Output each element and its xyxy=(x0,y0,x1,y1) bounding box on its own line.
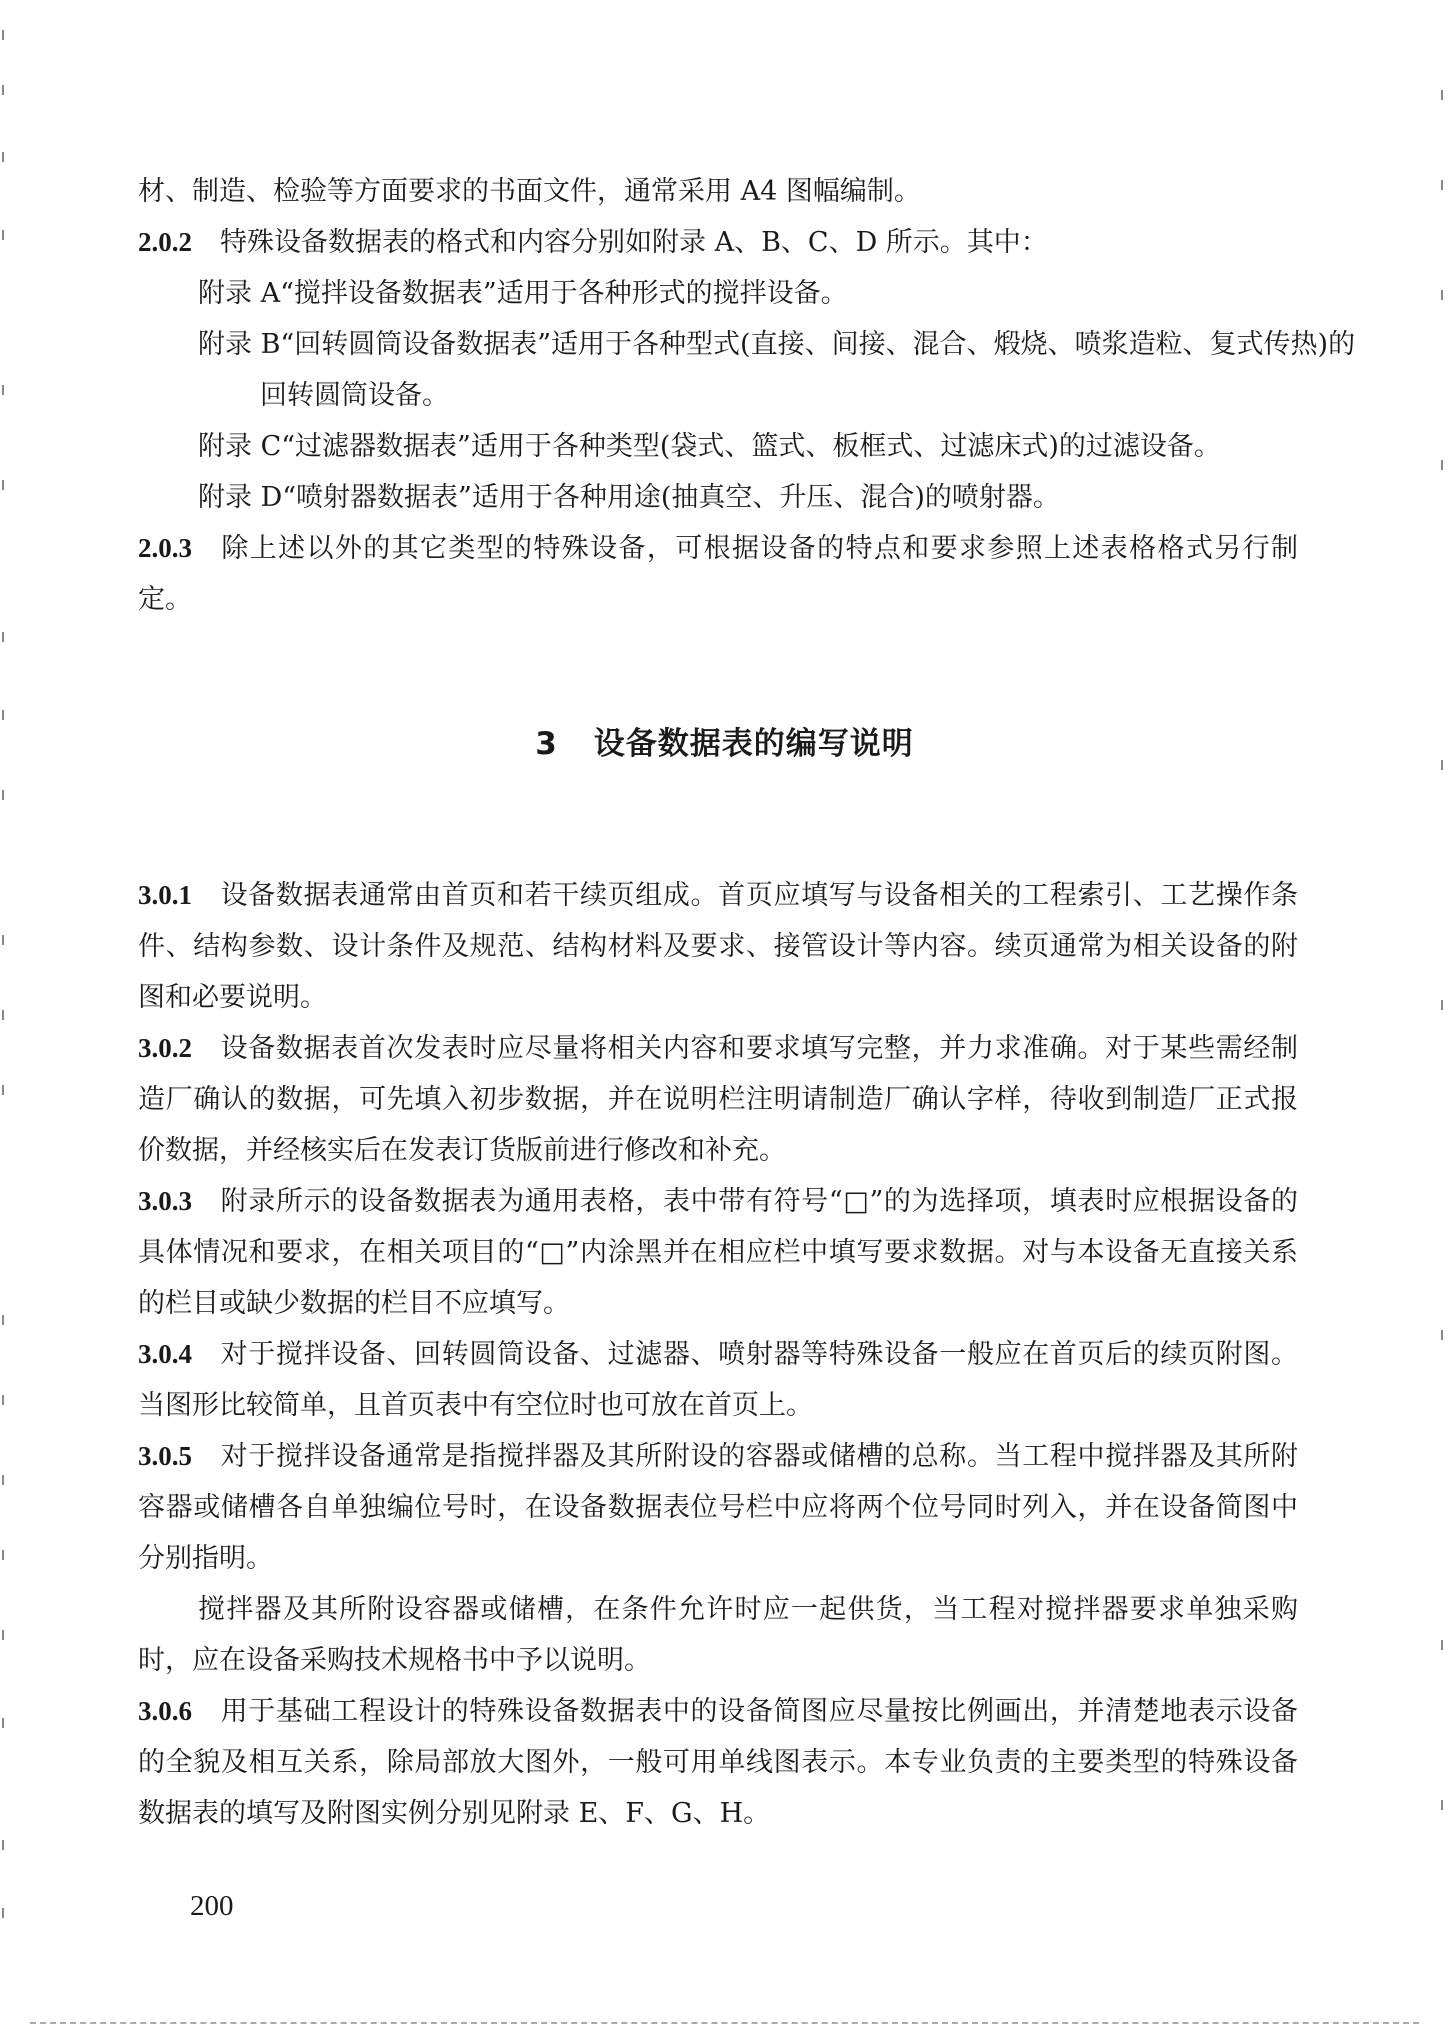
section-text: 设备数据表通常由首页和若干续页组成。首页应填写与设备相关的工程索引、工艺操作条件、结构参数、设计条件及规范、结构材料及要求、接管设计等内容。续页通常为相关设备的附图和必要说明。 xyxy=(138,880,1298,1013)
section-text: 对于搅拌设备通常是指搅拌器及其所附设的容器或储槽的总称。当工程中搅拌器及其所附容器或储槽各自单独编位号时，在设备数据表位号栏中应将两个位号同时列入，并在设备简图中分别指明。 xyxy=(138,1441,1298,1574)
section-text: 用于基础工程设计的特殊设备数据表中的设备简图应尽量按比例画出，并清楚地表示设备的全貌及相互关系，除局部放大图外，一般可用单线图表示。本专业负责的主要类型的特殊设备数据表的填写及附图实例分别见附录 E、F、G、H。 xyxy=(138,1696,1298,1829)
intro-line: 材、制造、检验等方面要求的书面文件，通常采用 A4 图幅编制。 xyxy=(138,176,921,207)
chapter-heading xyxy=(0,718,1449,763)
bottom-scan-edge xyxy=(30,2022,1419,2024)
section-number: 2.0.3 xyxy=(138,533,192,563)
appendix-c-line: 附录 C“过滤器数据表”适用于各种类型(袋式、篮式、板框式、过滤床式)的过滤设备。 xyxy=(198,431,1221,462)
left-scan-edge xyxy=(0,0,10,2030)
section-text: 对于搅拌设备、回转圆筒设备、过滤器、喷射器等特殊设备一般应在首页后的续页附图。当图形比较简单，且首页表中有空位时也可放在首页上。 xyxy=(138,1339,1298,1421)
section-number: 3.0.2 xyxy=(138,1033,192,1063)
chapter-number: 3 xyxy=(535,726,558,762)
section-3-0-3 xyxy=(138,1176,1298,1329)
section-3-0-4 xyxy=(138,1329,1298,1431)
appendix-a-line: 附录 A“搅拌设备数据表”适用于各种形式的搅拌设备。 xyxy=(198,278,848,309)
section-3-0-1 xyxy=(138,870,1298,1023)
section-text: 设备数据表首次发表时应尽量将相关内容和要求填写完整，并力求准确。对于某些需经制造厂确认的数据，可先填入初步数据，并在说明栏注明请制造厂确认字样，待收到制造厂正式报价数据，并经核实后在发表订货版前进行修改和补充。 xyxy=(138,1033,1298,1166)
section-3-0-2 xyxy=(138,1023,1298,1176)
section-text: 除上述以外的其它类型的特殊设备，可根据设备的特点和要求参照上述表格格式另行制定。 xyxy=(138,533,1298,615)
section-number: 3.0.6 xyxy=(138,1696,192,1726)
section-number: 3.0.1 xyxy=(138,880,192,910)
appendix-b-line: 附录 B“回转圆筒设备数据表”适用于各种型式(直接、间接、混合、煅烧、喷浆造粒、复式传热)的回转圆筒设备。 xyxy=(198,329,1356,411)
page-number: 200 xyxy=(190,1890,234,1922)
section-text: 特殊设备数据表的格式和内容分别如附录 A、B、C、D 所示。其中： xyxy=(220,227,1048,258)
section-number: 3.0.3 xyxy=(138,1186,192,1216)
section-2-0-3 xyxy=(138,523,1298,625)
right-scan-edge xyxy=(1439,0,1449,2030)
section-number: 2.0.2 xyxy=(138,227,192,257)
section-number: 3.0.4 xyxy=(138,1339,192,1369)
section-text: 附录所示的设备数据表为通用表格，表中带有符号“□”的为选择项，填表时应根据设备的具体情况和要求，在相关项目的“□”内涂黑并在相应栏中填写要求数据。对与本设备无直接关系的栏目或缺少数据的栏目不应填写。 xyxy=(138,1186,1298,1319)
appendix-d-line: 附录 D“喷射器数据表”适用于各种用途(抽真空、升压、混合)的喷射器。 xyxy=(198,482,1060,513)
section-3-0-5-continued: 搅拌器及其所附设容器或储槽，在条件允许时应一起供货，当工程对搅拌器要求单独采购时，应在设备采购技术规格书中予以说明。 xyxy=(138,1594,1298,1676)
section-3-0-6 xyxy=(138,1686,1298,1839)
section-2-0-2 xyxy=(138,217,1298,268)
section-number: 3.0.5 xyxy=(138,1441,192,1471)
chapter-title: 设备数据表的编写说明 xyxy=(593,726,914,762)
section-3-0-5 xyxy=(138,1431,1298,1584)
